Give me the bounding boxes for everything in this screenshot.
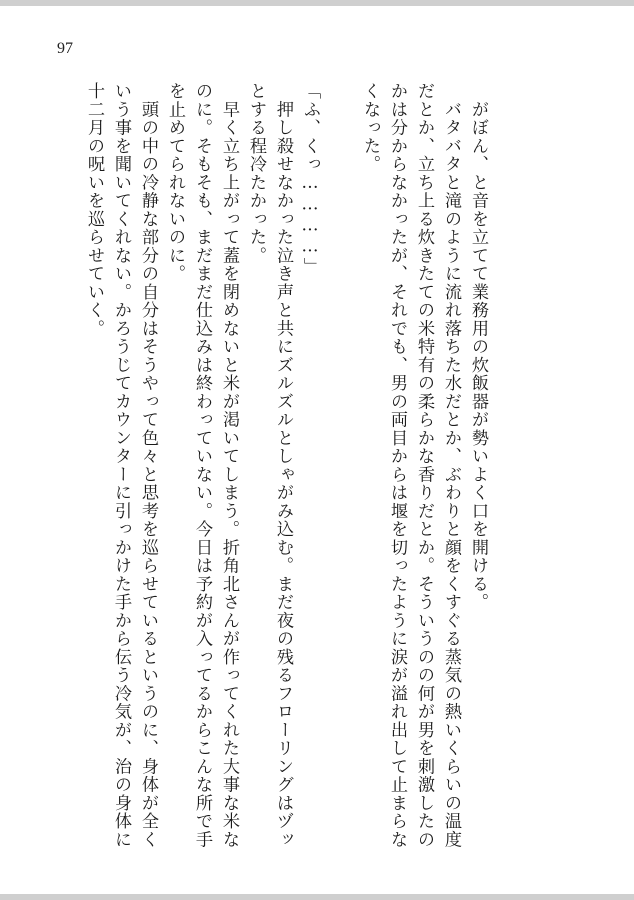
text-column: 早く立ち上がって蓋を閉めないと米が渇いてしまう。折角北さんが作ってくれた大事な米な xyxy=(219,82,239,849)
text-column: 「ふ、くっ…………」 xyxy=(300,82,320,276)
text-column: 十二月の呪いを巡らせていく。 xyxy=(84,82,104,338)
text-column: がぼん、と音を立てて業務用の炊飯器が勢いよく口を開ける。 xyxy=(468,82,488,612)
text-column: とする程冷たかった。 xyxy=(246,82,266,265)
text-column: いう事を聞いてくれない。かろうじてカウンターに引っかけた手から伝う冷気が、治の身体に xyxy=(111,82,131,849)
top-border xyxy=(0,0,634,6)
text-column: を止めてられないのに。 xyxy=(165,82,185,283)
text-column: くなった。 xyxy=(360,82,380,174)
text-column: だとか、立ち上る炊きたての米特有の柔らかな香りだとか。そういうのの何が男を刺激したの xyxy=(414,82,434,849)
text-column: 頭の中の冷静な部分の自分はそうやって色々と思考を巡らせているというのに、身体が全く xyxy=(138,82,158,849)
text-column: バタバタと滝のように流れ落ちた水だとか、ぶわりと顔をくすぐる蒸気の熱いくらいの温度 xyxy=(441,82,461,849)
text-column: 押し殺せなかった泣き声と共にズルズルとしゃがみ込む。まだ夜の残るフローリングはヅッ xyxy=(273,82,293,849)
page-number: 97 xyxy=(57,40,73,57)
bottom-border xyxy=(0,894,634,900)
vertical-text-body xyxy=(0,82,634,882)
text-column: かは分からなかったが、それでも、男の両目からは堰を切ったように涙が溢れ出して止まらな xyxy=(387,82,407,849)
text-column: のに。そもそも、まだまだ仕込みは終わっていない。今日は予約が入ってるからこんな所で手 xyxy=(192,82,212,849)
